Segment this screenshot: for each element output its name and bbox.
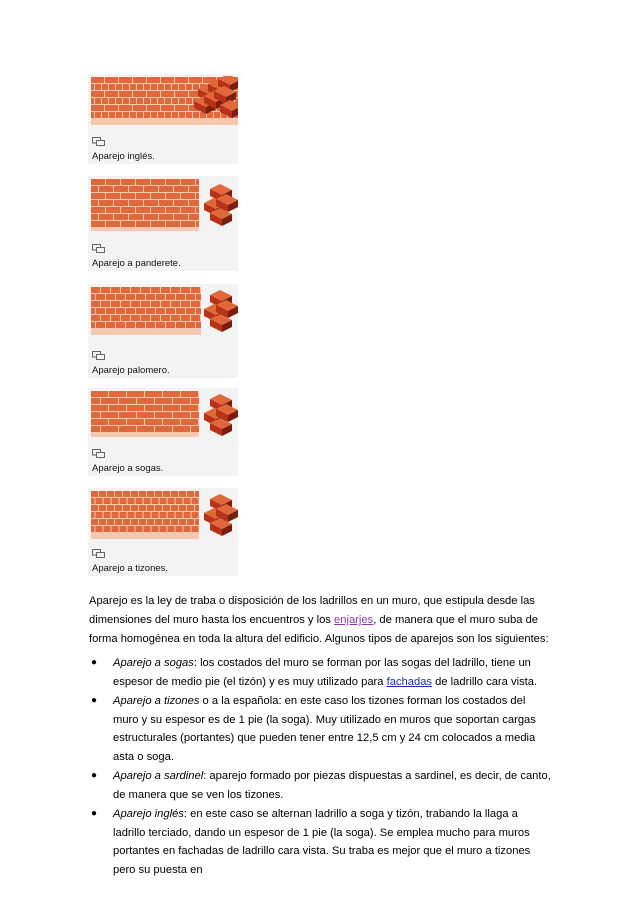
- figure-palomero: [88, 284, 238, 378]
- figure-caption: Aparejo inglés.: [92, 151, 155, 162]
- figure-caption: Aparejo a sogas.: [92, 463, 164, 474]
- intro-text-2: , de manera que el muro suba de forma homogénea en toda la altura del edificio. Algunos tipos de aparejos son los siguientes:: [89, 614, 549, 645]
- brick-bond-diagram: [200, 286, 248, 338]
- list-item-term: Aparejo a sardinel: [113, 770, 204, 782]
- aparejo-list: [89, 654, 551, 879]
- bullet-icon: ●: [91, 770, 98, 781]
- list-item-term: Aparejo a tizones: [113, 695, 200, 707]
- list-item-text: : aparejo formado por piezas dispuestas a sardinel, es decir, de canto, de manera que se ven los tizones.: [113, 770, 551, 801]
- intro-text-1: Aparejo es la ley de traba o disposición de los ladrillos en un muro, que estipula desde las dimensiones del muro hasta los encuentros y los: [89, 595, 535, 626]
- enlarge-icon[interactable]: [92, 351, 105, 360]
- bullet-icon: ●: [91, 657, 98, 668]
- list-item-text: o a la española: en este caso los tizones forman los costados del muro y su espesor es de 1 pie (la soga). Muy utilizado en muros que soportan cargas estructurales (portantes) que pueden tener entre 12,5 cm y 24 cm colocados a media asta o soga.: [113, 695, 536, 763]
- enlarge-icon[interactable]: [92, 137, 105, 146]
- list-item: [89, 692, 551, 766]
- figure-sogas: [88, 388, 238, 476]
- bullet-icon: ●: [91, 695, 98, 706]
- bullet-icon: ●: [91, 808, 98, 819]
- enlarge-icon[interactable]: [92, 449, 105, 458]
- list-item-term: Aparejo inglés: [113, 808, 184, 820]
- list-item: [89, 654, 551, 691]
- list-item-term: Aparejo a sogas: [113, 657, 194, 669]
- list-item: [89, 805, 551, 879]
- list-item-text: de ladrillo cara vista.: [432, 675, 538, 688]
- figure-caption: Aparejo a panderete.: [92, 258, 181, 269]
- list-item-text: : los costados del muro se forman por las sogas del ladrillo, tiene un espesor de medio pie (el tizón) y es muy utilizado para: [113, 657, 531, 688]
- figure-caption: Aparejo a tizones.: [92, 563, 169, 574]
- brick-bond-diagram: [200, 180, 248, 232]
- brick-bond-diagram: [190, 76, 238, 128]
- brick-wall-image: [91, 491, 199, 539]
- brick-bond-diagram: [200, 390, 248, 442]
- brick-wall-image: [91, 179, 199, 231]
- figure-tizones: [88, 488, 238, 576]
- intro-paragraph: [89, 592, 551, 649]
- brick-wall-image: [91, 287, 201, 335]
- link-fachadas[interactable]: fachadas: [386, 675, 433, 688]
- figure-panderete: [88, 176, 238, 271]
- list-item-text: : en este caso se alternan ladrillo a soga y tizón, trabando la llaga a ladrillo terciado, dando un espesor de 1 pie (la soga). Se emplea mucho para muros portantes en fachadas de ladrillo cara vista. Su traba es mejor que el muro a tizones pero su puesta en: [113, 808, 531, 876]
- figure-caption: Aparejo palomero.: [92, 365, 170, 376]
- figure-ingles: [88, 74, 238, 164]
- list-item: [89, 767, 551, 804]
- brick-bond-diagram: [200, 490, 248, 542]
- enlarge-icon[interactable]: [92, 244, 105, 253]
- enlarge-icon[interactable]: [92, 549, 105, 558]
- link-enjarjes[interactable]: enjarjes: [334, 614, 374, 626]
- brick-wall-image: [91, 391, 199, 437]
